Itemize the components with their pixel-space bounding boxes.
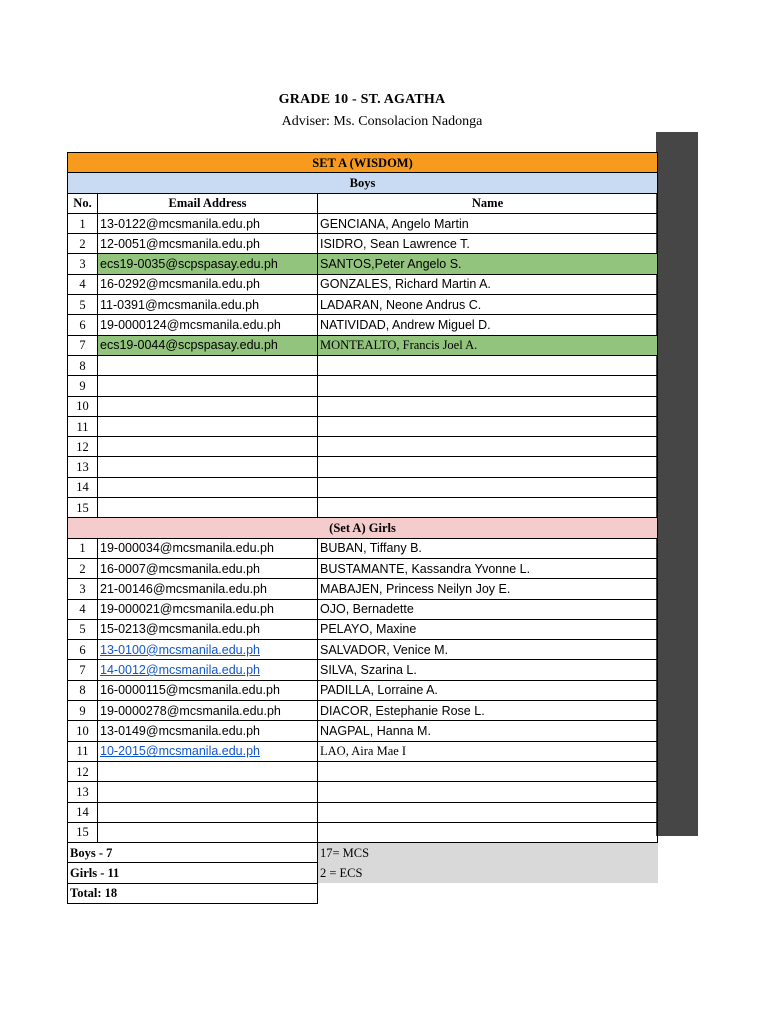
email-cell[interactable] — [98, 741, 318, 761]
girls-heading: (Set A) Girls — [68, 518, 658, 538]
table-row — [68, 355, 658, 375]
email-cell[interactable]: 19-0000124@mcsmanila.edu.ph — [98, 315, 318, 335]
email-cell[interactable] — [98, 761, 318, 781]
email-cell[interactable]: 16-0000115@mcsmanila.edu.ph — [98, 680, 318, 700]
row-number: 13 — [68, 457, 98, 477]
boys-count: Boys - 7 — [68, 843, 318, 863]
row-number: 13 — [68, 782, 98, 802]
column-no: No. — [68, 193, 98, 213]
girls-count: Girls - 11 — [68, 863, 318, 883]
roster-table — [67, 152, 658, 904]
column-email: Email Address — [98, 193, 318, 213]
summary-row — [68, 843, 658, 863]
table-row — [68, 376, 658, 396]
name-cell[interactable]: NAGPAL, Hanna M. — [318, 721, 658, 741]
name-cell[interactable]: BUBAN, Tiffany B. — [318, 538, 658, 558]
row-number: 11 — [68, 741, 98, 761]
row-number: 15 — [68, 822, 98, 842]
row-number: 6 — [68, 640, 98, 660]
total-count: Total: 18 — [68, 883, 318, 903]
page-title: GRADE 10 - ST. AGATHA — [278, 92, 446, 107]
name-cell[interactable] — [318, 822, 658, 842]
row-number: 15 — [68, 498, 98, 518]
email-cell[interactable]: 12-0051@mcsmanila.edu.ph — [98, 234, 318, 254]
table-row — [68, 822, 658, 842]
table-row — [68, 701, 658, 721]
name-cell[interactable] — [318, 437, 658, 457]
boys-header-row — [68, 173, 658, 193]
name-cell[interactable]: GONZALES, Richard Martin A. — [318, 274, 658, 294]
email-cell[interactable] — [98, 396, 318, 416]
name-cell[interactable]: BUSTAMANTE, Kassandra Yvonne L. — [318, 558, 658, 578]
name-cell[interactable]: SILVA, Szarina L. — [318, 660, 658, 680]
set-header-row — [68, 153, 658, 173]
email-cell[interactable] — [98, 457, 318, 477]
table-row — [68, 579, 658, 599]
table-row — [68, 599, 658, 619]
name-cell[interactable] — [318, 802, 658, 822]
email-cell[interactable]: 11-0391@mcsmanila.edu.ph — [98, 295, 318, 315]
row-number: 12 — [68, 437, 98, 457]
email-cell[interactable]: 19-0000278@mcsmanila.edu.ph — [98, 701, 318, 721]
name-cell[interactable]: SANTOS,Peter Angelo S. — [318, 254, 658, 274]
email-link[interactable]: 14-0012@mcsmanila.edu.ph — [100, 663, 261, 678]
table-row — [68, 619, 658, 639]
table-row — [68, 498, 658, 518]
name-cell[interactable]: MONTEALTO, Francis Joel A. — [318, 335, 658, 355]
email-cell[interactable]: 16-0007@mcsmanila.edu.ph — [98, 558, 318, 578]
table-row — [68, 437, 658, 457]
row-number: 1 — [68, 538, 98, 558]
name-cell[interactable]: OJO, Bernadette — [318, 599, 658, 619]
table-row — [68, 254, 658, 274]
email-link[interactable]: 13-0100@mcsmanila.edu.ph — [100, 642, 261, 657]
email-cell[interactable] — [98, 498, 318, 518]
ecs-count: 2 = ECS — [318, 863, 658, 883]
name-cell[interactable] — [318, 477, 658, 497]
email-cell[interactable] — [98, 416, 318, 436]
row-number: 11 — [68, 416, 98, 436]
row-number: 7 — [68, 660, 98, 680]
row-number: 8 — [68, 355, 98, 375]
table-row — [68, 416, 658, 436]
name-cell[interactable] — [318, 761, 658, 781]
table-row — [68, 802, 658, 822]
email-link[interactable]: 10-2015@mcsmanila.edu.ph — [100, 744, 261, 759]
email-cell[interactable]: 16-0292@mcsmanila.edu.ph — [98, 274, 318, 294]
table-row — [68, 558, 658, 578]
email-cell[interactable] — [98, 822, 318, 842]
name-cell[interactable]: LAO, Aira Mae I — [318, 741, 658, 761]
table-row — [68, 315, 658, 335]
row-number: 2 — [68, 558, 98, 578]
row-number: 6 — [68, 315, 98, 335]
mcs-count: 17= MCS — [318, 843, 658, 863]
column-header-row — [68, 193, 658, 213]
name-cell[interactable]: MABAJEN, Princess Neilyn Joy E. — [318, 579, 658, 599]
row-number: 10 — [68, 721, 98, 741]
email-cell[interactable] — [98, 660, 318, 680]
row-number: 8 — [68, 680, 98, 700]
row-number: 4 — [68, 599, 98, 619]
name-cell[interactable] — [318, 376, 658, 396]
email-cell[interactable]: 13-0122@mcsmanila.edu.ph — [98, 213, 318, 233]
table-row — [68, 396, 658, 416]
summary-row — [68, 863, 658, 883]
row-number: 10 — [68, 396, 98, 416]
email-cell[interactable]: 19-000021@mcsmanila.edu.ph — [98, 599, 318, 619]
table-row — [68, 457, 658, 477]
table-row — [68, 234, 658, 254]
name-cell[interactable] — [318, 782, 658, 802]
row-number: 1 — [68, 213, 98, 233]
girls-header-row — [68, 518, 658, 538]
name-cell[interactable]: GENCIANA, Angelo Martin — [318, 213, 658, 233]
boys-heading: Boys — [68, 173, 658, 193]
table-row — [68, 761, 658, 781]
email-cell[interactable] — [98, 802, 318, 822]
name-cell[interactable]: NATIVIDAD, Andrew Miguel D. — [318, 315, 658, 335]
row-number: 9 — [68, 376, 98, 396]
email-cell[interactable]: 15-0213@mcsmanila.edu.ph — [98, 619, 318, 639]
row-number: 7 — [68, 335, 98, 355]
email-cell[interactable] — [98, 355, 318, 375]
column-name: Name — [318, 193, 658, 213]
name-cell[interactable]: LADARAN, Neone Andrus C. — [318, 295, 658, 315]
side-dark-bar — [656, 132, 698, 836]
email-cell[interactable] — [98, 437, 318, 457]
table-row — [68, 274, 658, 294]
row-number: 2 — [68, 234, 98, 254]
adviser-line: Adviser: Ms. Consolacion Nadonga — [281, 114, 483, 129]
name-cell[interactable] — [318, 416, 658, 436]
table-row — [68, 680, 658, 700]
table-row — [68, 213, 658, 233]
summary-row — [68, 883, 658, 903]
name-cell[interactable]: PADILLA, Lorraine A. — [318, 680, 658, 700]
email-cell[interactable]: ecs19-0035@scpspasay.edu.ph — [98, 254, 318, 274]
row-number: 5 — [68, 619, 98, 639]
name-cell[interactable]: PELAYO, Maxine — [318, 619, 658, 639]
email-cell[interactable]: 21-00146@mcsmanila.edu.ph — [98, 579, 318, 599]
row-number: 12 — [68, 761, 98, 781]
empty-cell — [318, 883, 658, 903]
table-row — [68, 538, 658, 558]
table-row — [68, 477, 658, 497]
set-title: SET A (WISDOM) — [68, 153, 658, 173]
row-number: 5 — [68, 295, 98, 315]
table-row — [68, 660, 658, 680]
name-cell[interactable]: ISIDRO, Sean Lawrence T. — [318, 234, 658, 254]
row-number: 3 — [68, 254, 98, 274]
row-number: 14 — [68, 802, 98, 822]
table-row — [68, 782, 658, 802]
row-number: 4 — [68, 274, 98, 294]
name-cell[interactable] — [318, 457, 658, 477]
email-cell[interactable] — [98, 477, 318, 497]
email-cell[interactable] — [98, 640, 318, 660]
name-cell[interactable]: DIACOR, Estephanie Rose L. — [318, 701, 658, 721]
table-row — [68, 335, 658, 355]
row-number: 14 — [68, 477, 98, 497]
email-cell[interactable]: 19-000034@mcsmanila.edu.ph — [98, 538, 318, 558]
name-cell[interactable] — [318, 498, 658, 518]
email-cell[interactable]: ecs19-0044@scpspasay.edu.ph — [98, 335, 318, 355]
name-cell[interactable] — [318, 355, 658, 375]
email-cell[interactable] — [98, 782, 318, 802]
name-cell[interactable]: SALVADOR, Venice M. — [318, 640, 658, 660]
email-cell[interactable]: 13-0149@mcsmanila.edu.ph — [98, 721, 318, 741]
table-row — [68, 295, 658, 315]
row-number: 9 — [68, 701, 98, 721]
table-row — [68, 741, 658, 761]
table-row — [68, 640, 658, 660]
email-cell[interactable] — [98, 376, 318, 396]
row-number: 3 — [68, 579, 98, 599]
table-row — [68, 721, 658, 741]
name-cell[interactable] — [318, 396, 658, 416]
